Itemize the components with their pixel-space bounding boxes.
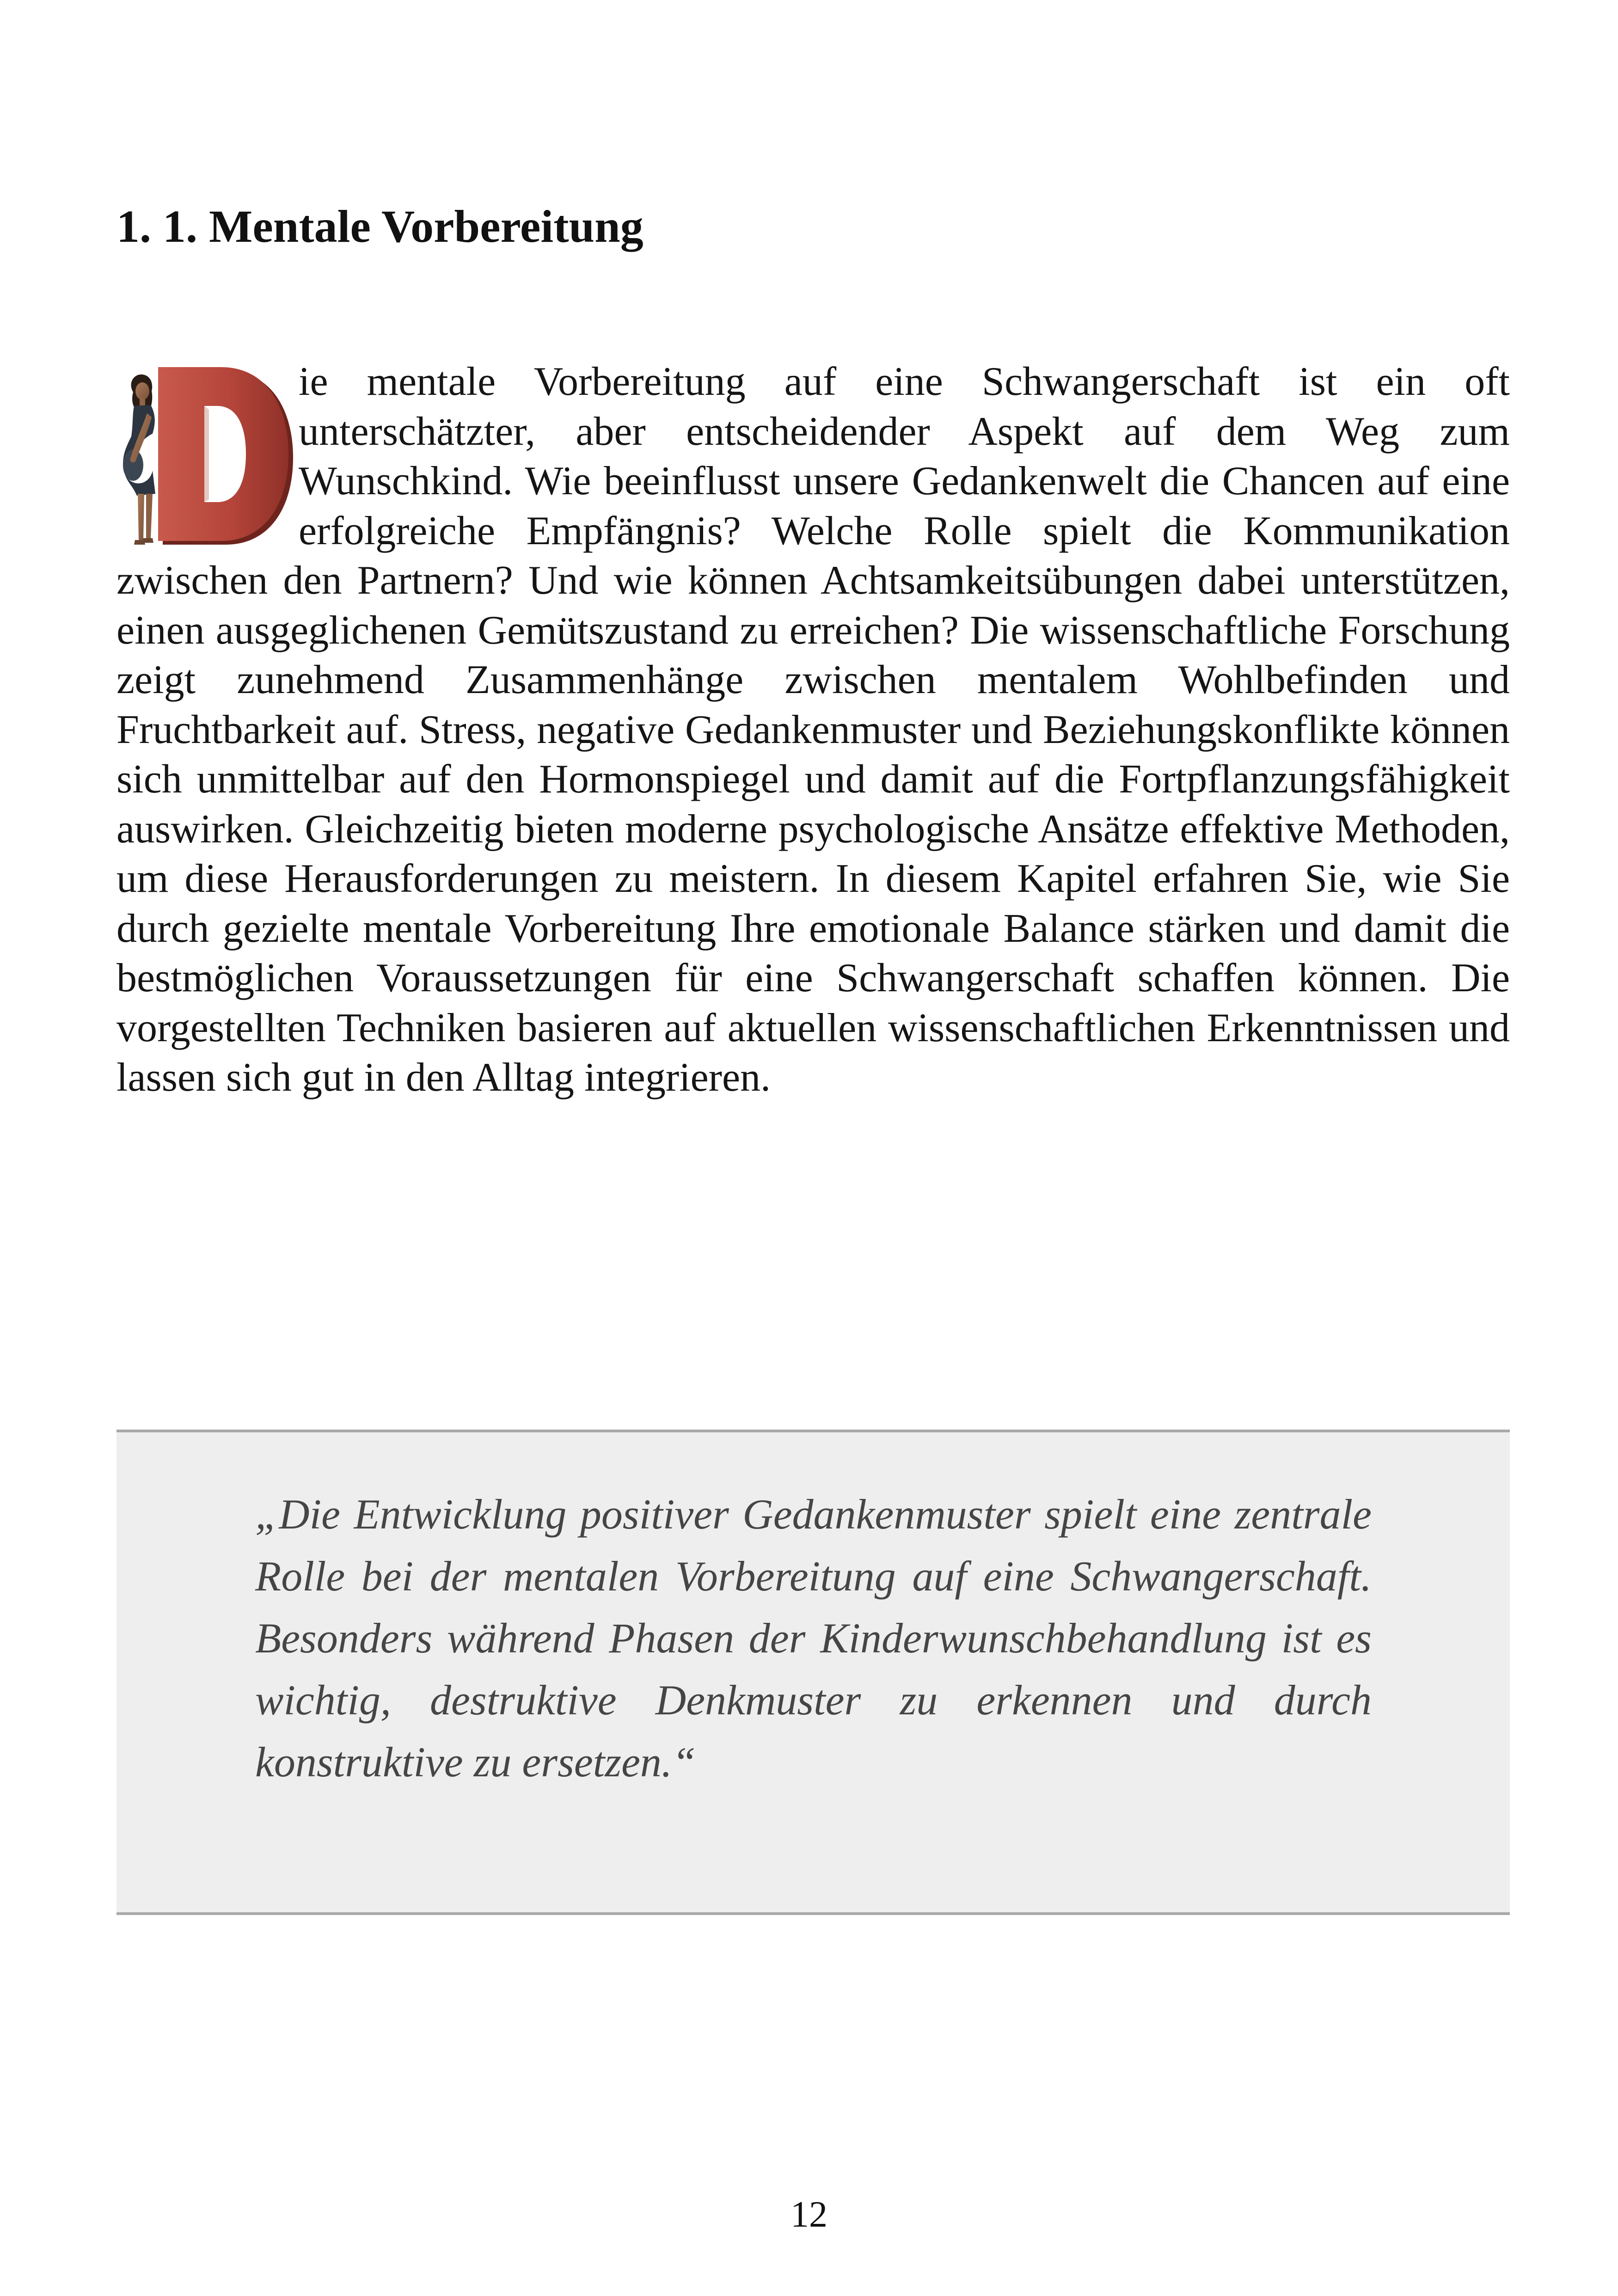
- section-heading: 1. 1. Mentale Vorbereitung: [116, 201, 644, 252]
- paragraph-text: ie mentale Vorbereitung auf eine Schwangerschaft ist ein oft unterschätzter, aber entscheidender Aspekt auf dem Weg zum Wunschkind. Wie beeinflusst unsere Gedankenwelt die Chancen auf eine erfolgreiche Empfängnis? Welche Rolle spielt die Kommunikation zwischen den Partnern? Und wie können Achtsamkeitsübungen dabei unterstützen, einen ausgeglichenen Gemütszustand zu erreichen? Die wissenschaftliche Forschung zeigt zunehmend Zusammenhänge zwischen mentalem Wohlbefinden und Fruchtbarkeit auf. Stress, negative Gedankenmuster und Beziehungskonflikte können sich unmittelbar auf den Hormonspiegel und damit auf die Fortpflanzungsfähigkeit auswirken. Gleichzeitig bieten moderne psychologische Ansätze effektive Methoden, um diese Herausforderungen zu meistern. In diesem Kapitel erfahren Sie, wie Sie durch gezielte mentale Vorbereitung Ihre emotionale Balance stärken und damit die bestmöglichen Voraussetzungen für eine Schwangerschaft schaffen können. Die vorgestellten Techniken basieren auf aktuellen wissenschaftlichen Erkenntnissen und lassen sich gut in den Alltag integrieren.: [116, 359, 1510, 1100]
- dropcap-d-icon: [114, 355, 294, 554]
- pull-quote: „Die Entwicklung positiver Gedankenmuster spielt eine zentrale Rolle bei der mentalen Vorbereitung auf eine Schwangerschaft. Besonders während Phasen der Kinderwunschbehandlung ist es wichtig, destruktive Denkmuster zu erkennen und durch konstruktive zu ersetzen.“: [255, 1491, 1372, 1786]
- dropcap-illustration: [114, 355, 294, 554]
- pregnant-woman-figure: [123, 374, 155, 545]
- intro-paragraph: [116, 357, 1510, 1103]
- page-number: 12: [791, 2194, 827, 2235]
- quote-box: [116, 1430, 1510, 1915]
